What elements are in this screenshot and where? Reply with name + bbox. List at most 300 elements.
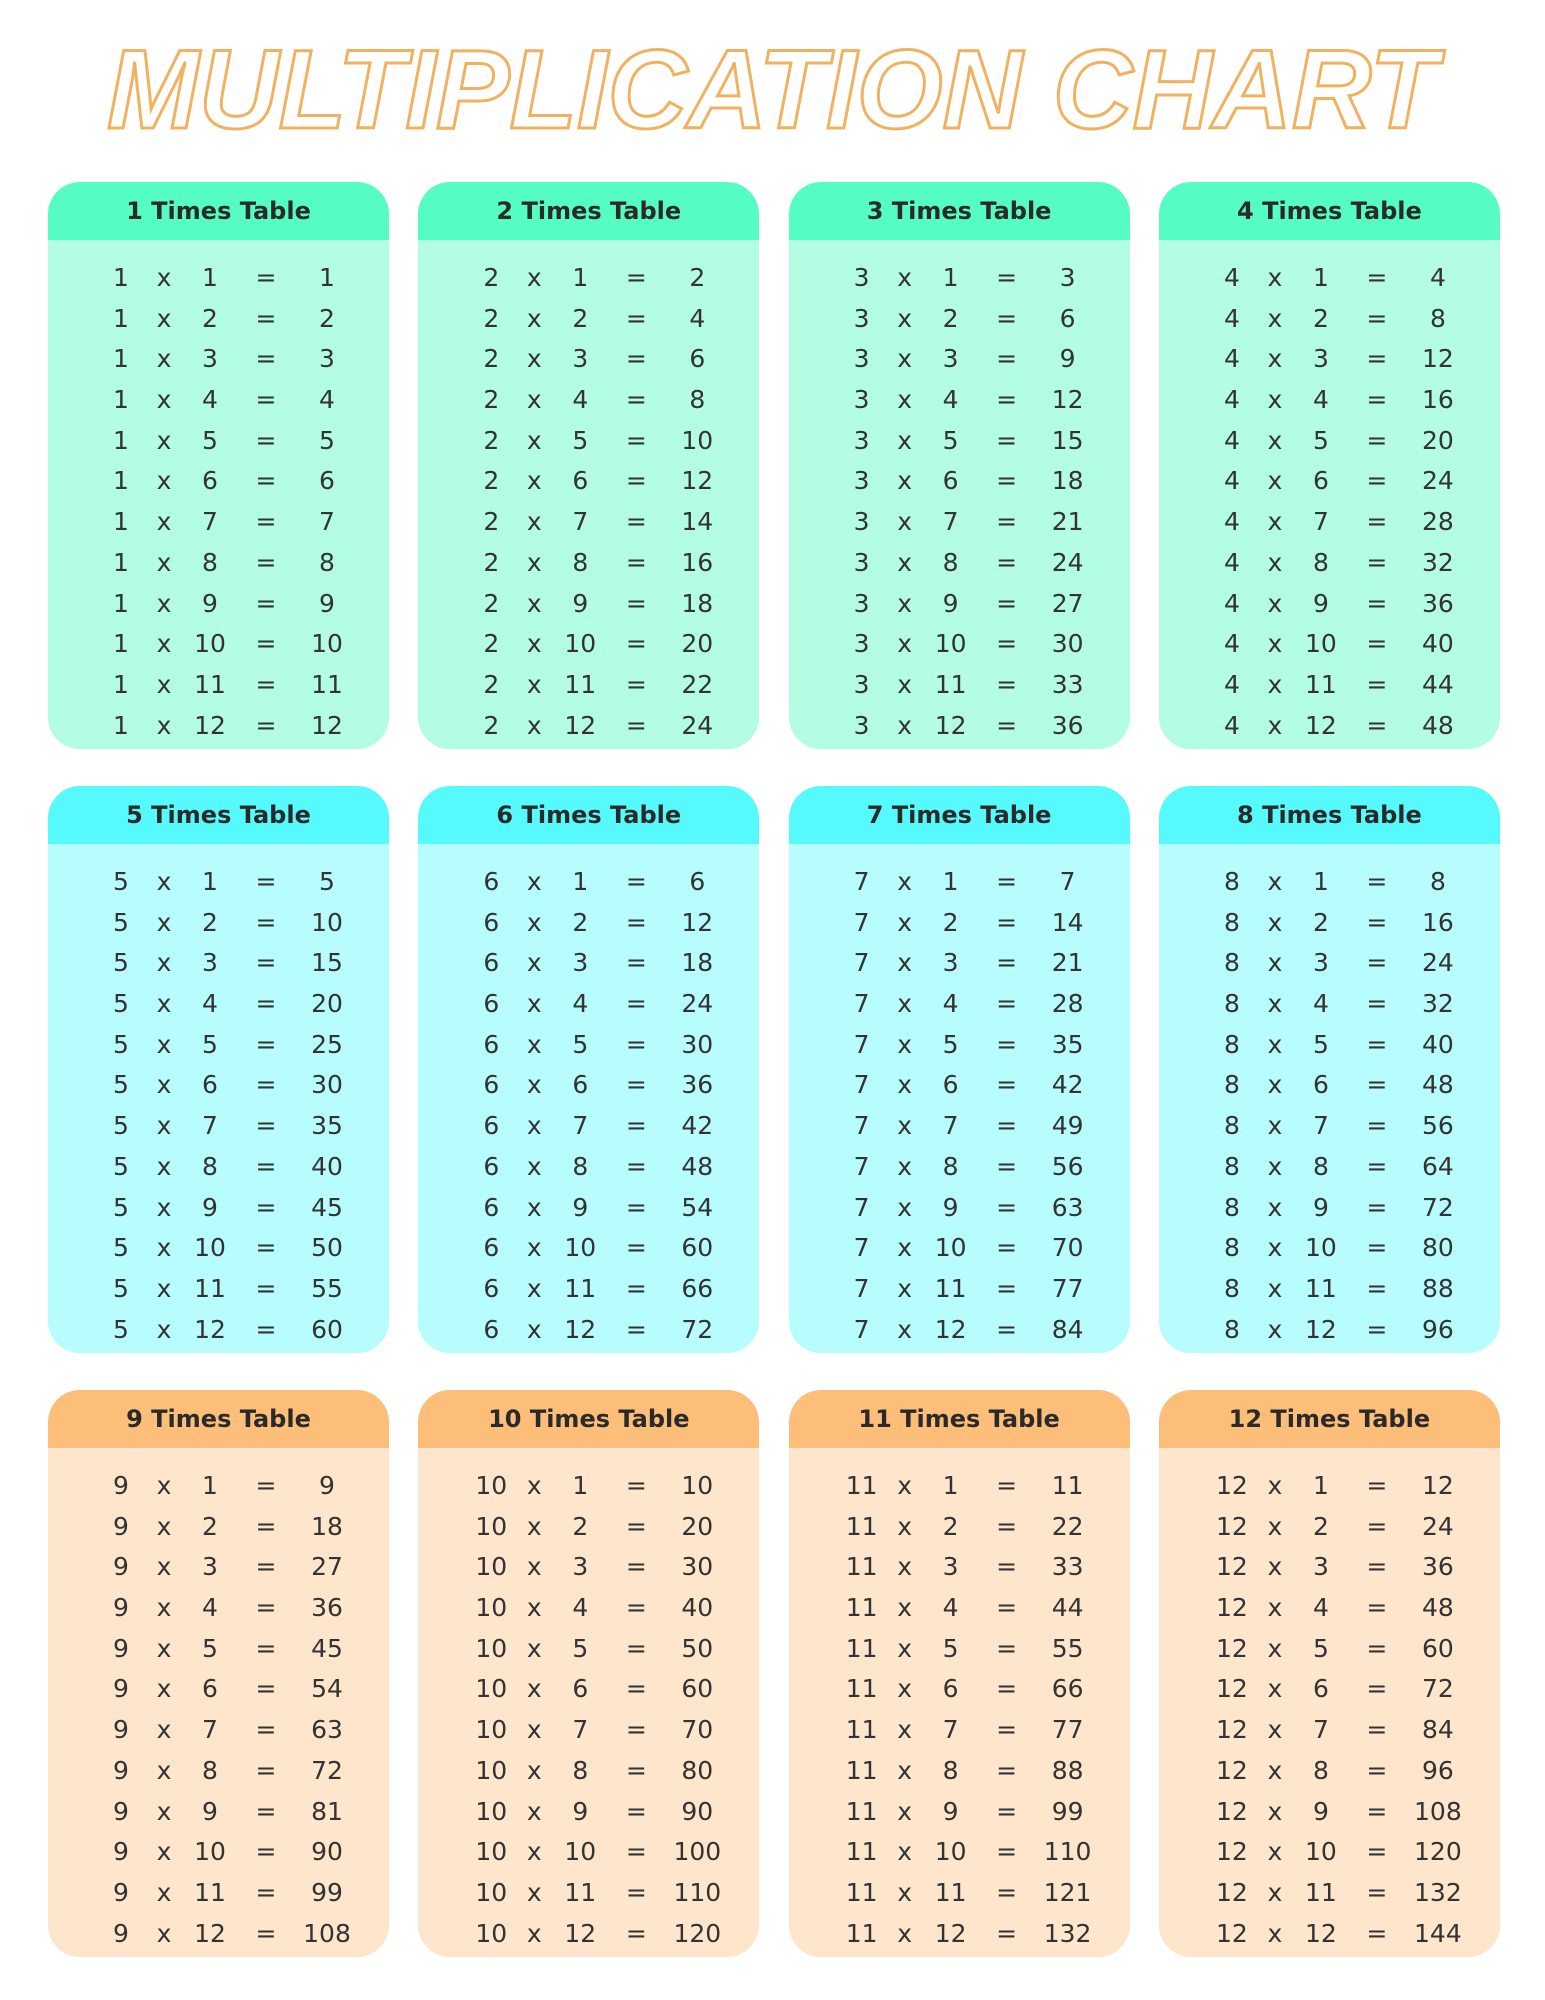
equals-sign: = [255,385,277,415]
equals-sign: = [1366,1715,1388,1745]
product: 14 [681,507,714,537]
times-sign: x [526,1552,542,1582]
multiplicand: 6 [483,1314,500,1344]
multiplier: 5 [572,425,589,455]
multiplier: 2 [942,1511,959,1541]
multiplicand: 1 [113,263,129,292]
multiplier: 6 [572,466,589,496]
equals-sign: = [255,907,277,937]
table-row [418,339,759,380]
multiplicand: 3 [853,547,870,577]
multiplier: 2 [202,907,218,937]
multiplier: 7 [942,507,959,537]
equals-sign: = [625,547,647,577]
equals-sign: = [996,1471,1018,1500]
multiplier: 1 [1312,1471,1329,1500]
table-row [1159,1188,1500,1229]
product: 8 [1429,303,1446,333]
equals-sign: = [255,1552,277,1582]
multiplicand: 2 [483,263,500,292]
times-sign: x [1267,1593,1283,1623]
multiplicand: 10 [475,1511,508,1541]
multiplicand: 6 [483,1273,500,1303]
multiplicand: 10 [475,1796,508,1826]
equals-sign: = [996,1593,1018,1623]
table-row [789,1751,1130,1792]
equals-sign: = [625,989,647,1019]
multiplicand: 12 [1215,1593,1248,1623]
times-sign: x [1267,1674,1283,1704]
equals-sign: = [996,1511,1018,1541]
equals-sign: = [996,1755,1018,1785]
times-sign: x [897,1273,912,1303]
multiplicand: 2 [483,588,500,618]
multiplicand: 4 [1223,669,1240,699]
multiplicand: 6 [483,907,500,937]
multiplicand: 5 [113,1029,129,1059]
table-row [48,421,389,462]
multiplier: 11 [194,1273,226,1303]
times-sign: x [897,344,912,374]
multiplier: 6 [942,1070,959,1100]
times-sign: x [1267,1111,1283,1141]
product: 12 [1421,1471,1454,1500]
times-table-rows [1159,844,1500,1353]
multiplier: 8 [572,1151,589,1181]
product: 1 [319,263,335,292]
product: 88 [1421,1273,1454,1303]
equals-sign: = [625,1633,647,1663]
multiplier: 3 [942,344,959,374]
product: 16 [1421,907,1454,937]
product: 40 [1421,1029,1454,1059]
product: 55 [1051,1633,1084,1663]
product: 36 [311,1593,343,1623]
times-sign: x [1267,1755,1283,1785]
times-sign: x [156,948,172,978]
multiplier: 1 [1312,867,1329,896]
equals-sign: = [255,1755,277,1785]
table-row [1159,461,1500,502]
table-row [1159,665,1500,706]
multiplier: 7 [1312,507,1329,537]
table-row [789,1832,1130,1873]
multiplier: 6 [572,1070,589,1100]
product: 11 [1051,1471,1084,1500]
multiplier: 7 [202,507,218,537]
product: 4 [689,303,706,333]
multiplier: 5 [202,1029,218,1059]
times-sign: x [526,1755,542,1785]
equals-sign: = [1366,1796,1388,1826]
times-table-rows [1159,240,1500,749]
multiplicand: 2 [483,385,500,415]
times-sign: x [1267,1029,1283,1059]
product: 30 [311,1070,343,1100]
multiplicand: 9 [113,1552,129,1582]
multiplicand: 7 [853,1111,870,1141]
product: 33 [1051,1552,1084,1582]
product: 35 [311,1111,343,1141]
times-table-title: 3 Times Table [789,182,1130,240]
times-sign: x [897,1029,912,1059]
table-row [1159,1832,1500,1873]
product: 54 [681,1192,714,1222]
multiplicand: 12 [1215,1552,1248,1582]
equals-sign: = [996,1111,1018,1141]
multiplicand: 6 [483,1151,500,1181]
product: 8 [689,385,706,415]
table-row [418,1466,759,1507]
multiplicand: 5 [113,907,129,937]
equals-sign: = [625,1233,647,1263]
times-sign: x [526,588,542,618]
multiplier: 1 [572,867,589,896]
multiplier: 4 [202,989,218,1019]
times-sign: x [1267,948,1283,978]
times-sign: x [156,303,172,333]
multiplier: 5 [1312,425,1329,455]
multiplicand: 1 [113,466,129,496]
times-sign: x [897,629,912,659]
multiplier: 8 [1312,1151,1329,1181]
equals-sign: = [625,1552,647,1582]
multiplicand: 5 [113,1314,129,1344]
table-row [48,1629,389,1670]
equals-sign: = [1366,1070,1388,1100]
multiplier: 9 [202,588,218,618]
times-sign: x [526,907,542,937]
product: 72 [311,1755,343,1785]
table-row [48,380,389,421]
product: 11 [311,669,343,699]
equals-sign: = [625,1151,647,1181]
multiplicand: 10 [475,1837,508,1867]
product: 33 [1051,669,1084,699]
multiplier: 10 [564,1233,597,1263]
multiplier: 3 [202,948,218,978]
multiplicand: 8 [1223,948,1240,978]
multiplier: 10 [194,1837,226,1867]
product: 42 [681,1111,714,1141]
equals-sign: = [1366,263,1388,292]
multiplicand: 11 [845,1633,878,1663]
product: 4 [1429,263,1446,292]
multiplier: 5 [1312,1633,1329,1663]
multiplier: 4 [572,1593,589,1623]
product: 24 [1421,466,1454,496]
table-row [1159,1751,1500,1792]
times-table-card [48,786,389,1353]
multiplier: 10 [934,1837,967,1867]
multiplicand: 7 [853,867,870,896]
multiplier: 11 [934,669,967,699]
multiplicand: 4 [1223,303,1240,333]
product: 50 [681,1633,714,1663]
multiplicand: 2 [483,710,500,740]
table-row [1159,1710,1500,1751]
table-row [789,1588,1130,1629]
table-row [1159,1228,1500,1269]
times-table-card [789,182,1130,749]
times-table-rows [418,240,759,749]
times-sign: x [156,344,172,374]
times-sign: x [526,1192,542,1222]
product: 24 [1051,547,1084,577]
times-sign: x [526,1715,542,1745]
table-row [789,1792,1130,1833]
product: 14 [1051,907,1084,937]
product: 88 [1051,1755,1084,1785]
times-table-rows [48,240,389,749]
times-sign: x [156,989,172,1019]
product: 56 [1421,1111,1454,1141]
equals-sign: = [255,1593,277,1623]
product: 81 [311,1796,343,1826]
multiplicand: 6 [483,1192,500,1222]
multiplicand: 10 [475,1715,508,1745]
product: 44 [1421,669,1454,699]
equals-sign: = [625,710,647,740]
table-row [418,421,759,462]
product: 2 [319,303,335,333]
multiplier: 11 [564,1877,597,1907]
equals-sign: = [625,344,647,374]
times-sign: x [526,263,542,292]
product: 18 [681,948,714,978]
table-row [48,339,389,380]
table-row [418,584,759,625]
multiplier: 9 [202,1796,218,1826]
equals-sign: = [625,1029,647,1059]
product: 96 [1421,1314,1454,1344]
times-sign: x [526,1070,542,1100]
multiplicand: 3 [853,629,870,659]
table-row [48,543,389,584]
multiplicand: 5 [113,1070,129,1100]
equals-sign: = [1366,1755,1388,1785]
times-sign: x [526,1593,542,1623]
equals-sign: = [625,588,647,618]
multiplier: 5 [942,1029,959,1059]
table-row [1159,502,1500,543]
times-table-title: 11 Times Table [789,1390,1130,1448]
multiplicand: 10 [475,1633,508,1663]
table-row [1159,1792,1500,1833]
multiplicand: 1 [113,344,129,374]
multiplier: 10 [934,1233,967,1263]
equals-sign: = [996,948,1018,978]
table-row [418,1025,759,1066]
table-row [48,1188,389,1229]
product: 72 [1421,1192,1454,1222]
equals-sign: = [1366,344,1388,374]
equals-sign: = [255,948,277,978]
product: 90 [311,1837,343,1867]
multiplicand: 10 [475,1877,508,1907]
product: 48 [1421,1593,1454,1623]
table-row [789,1466,1130,1507]
product: 30 [681,1029,714,1059]
product: 90 [681,1796,714,1826]
times-table-card [48,1390,389,1957]
product: 66 [681,1273,714,1303]
equals-sign: = [255,629,277,659]
equals-sign: = [255,710,277,740]
product: 144 [1414,1918,1462,1948]
times-sign: x [1267,669,1283,699]
multiplicand: 3 [853,344,870,374]
table-row [1159,1629,1500,1670]
equals-sign: = [1366,1837,1388,1867]
multiplicand: 4 [1223,385,1240,415]
equals-sign: = [996,1837,1018,1867]
equals-sign: = [255,669,277,699]
multiplier: 1 [572,263,589,292]
times-sign: x [526,948,542,978]
times-table-title: 5 Times Table [48,786,389,844]
product: 30 [1051,629,1084,659]
equals-sign: = [255,1151,277,1181]
times-sign: x [1267,867,1283,896]
equals-sign: = [625,1471,647,1500]
times-sign: x [897,547,912,577]
times-sign: x [897,588,912,618]
equals-sign: = [1366,1029,1388,1059]
times-sign: x [156,1151,172,1181]
equals-sign: = [625,385,647,415]
product: 49 [1051,1111,1084,1141]
times-sign: x [1267,1070,1283,1100]
times-sign: x [526,710,542,740]
times-table-card [789,1390,1130,1957]
multiplier: 11 [1304,669,1337,699]
multiplier: 1 [202,1471,218,1500]
multiplier: 5 [942,425,959,455]
table-row [789,984,1130,1025]
equals-sign: = [1366,1233,1388,1263]
equals-sign: = [255,1233,277,1263]
times-sign: x [526,1796,542,1826]
product: 120 [1414,1837,1462,1867]
multiplicand: 9 [113,1471,129,1500]
product: 99 [311,1877,343,1907]
product: 108 [1414,1796,1462,1826]
equals-sign: = [255,588,277,618]
multiplicand: 6 [483,1029,500,1059]
multiplier: 5 [202,425,218,455]
equals-sign: = [1366,1111,1388,1141]
multiplier: 10 [564,629,597,659]
equals-sign: = [996,1151,1018,1181]
equals-sign: = [255,1837,277,1867]
table-row [418,502,759,543]
table-row [418,1147,759,1188]
multiplier: 11 [194,669,226,699]
equals-sign: = [996,1918,1018,1948]
multiplicand: 5 [113,1233,129,1263]
multiplier: 2 [1312,1511,1329,1541]
equals-sign: = [1366,385,1388,415]
table-row [1159,1025,1500,1066]
multiplier: 7 [942,1715,959,1745]
table-row [48,258,389,299]
times-sign: x [1267,1192,1283,1222]
multiplier: 11 [1304,1877,1337,1907]
times-sign: x [156,1633,172,1663]
table-row [789,1710,1130,1751]
times-sign: x [156,263,172,292]
product: 3 [1059,263,1076,292]
multiplier: 6 [942,1674,959,1704]
table-row [418,1873,759,1914]
product: 36 [1421,588,1454,618]
multiplicand: 1 [113,588,129,618]
table-row [48,1669,389,1710]
table-row [418,706,759,747]
multiplier: 3 [1312,948,1329,978]
multiplicand: 3 [853,710,870,740]
times-sign: x [897,1233,912,1263]
product: 56 [1051,1151,1084,1181]
multiplicand: 7 [853,1151,870,1181]
product: 60 [311,1314,343,1344]
multiplicand: 11 [845,1837,878,1867]
multiplier: 1 [1312,263,1329,292]
equals-sign: = [996,1314,1018,1344]
times-sign: x [526,1029,542,1059]
table-row [789,903,1130,944]
product: 60 [681,1674,714,1704]
multiplicand: 12 [1215,1471,1248,1500]
table-row [48,1588,389,1629]
table-row [48,1147,389,1188]
product: 6 [689,867,706,896]
equals-sign: = [625,1837,647,1867]
multiplicand: 9 [113,1511,129,1541]
equals-sign: = [1366,1552,1388,1582]
table-row [418,1792,759,1833]
times-table-card [1159,182,1500,749]
times-table-title: 4 Times Table [1159,182,1500,240]
table-row [1159,1269,1500,1310]
times-sign: x [1267,1877,1283,1907]
product: 24 [1421,1511,1454,1541]
equals-sign: = [625,1674,647,1704]
multiplier: 8 [202,1151,218,1181]
multiplier: 12 [194,1918,226,1948]
multiplicand: 9 [113,1755,129,1785]
multiplicand: 8 [1223,867,1240,896]
multiplicand: 9 [113,1918,129,1948]
multiplicand: 9 [113,1715,129,1745]
product: 10 [311,907,343,937]
times-sign: x [1267,710,1283,740]
multiplier: 3 [1312,1552,1329,1582]
equals-sign: = [996,1192,1018,1222]
table-row [789,1269,1130,1310]
page-title-wrap [0,28,1545,148]
multiplier: 8 [1312,547,1329,577]
times-tables-grid [48,182,1500,1957]
multiplicand: 4 [1223,629,1240,659]
multiplier: 2 [572,303,589,333]
product: 72 [1421,1674,1454,1704]
multiplicand: 6 [483,867,500,896]
multiplier: 3 [942,1552,959,1582]
times-sign: x [897,867,912,896]
table-row [789,1025,1130,1066]
